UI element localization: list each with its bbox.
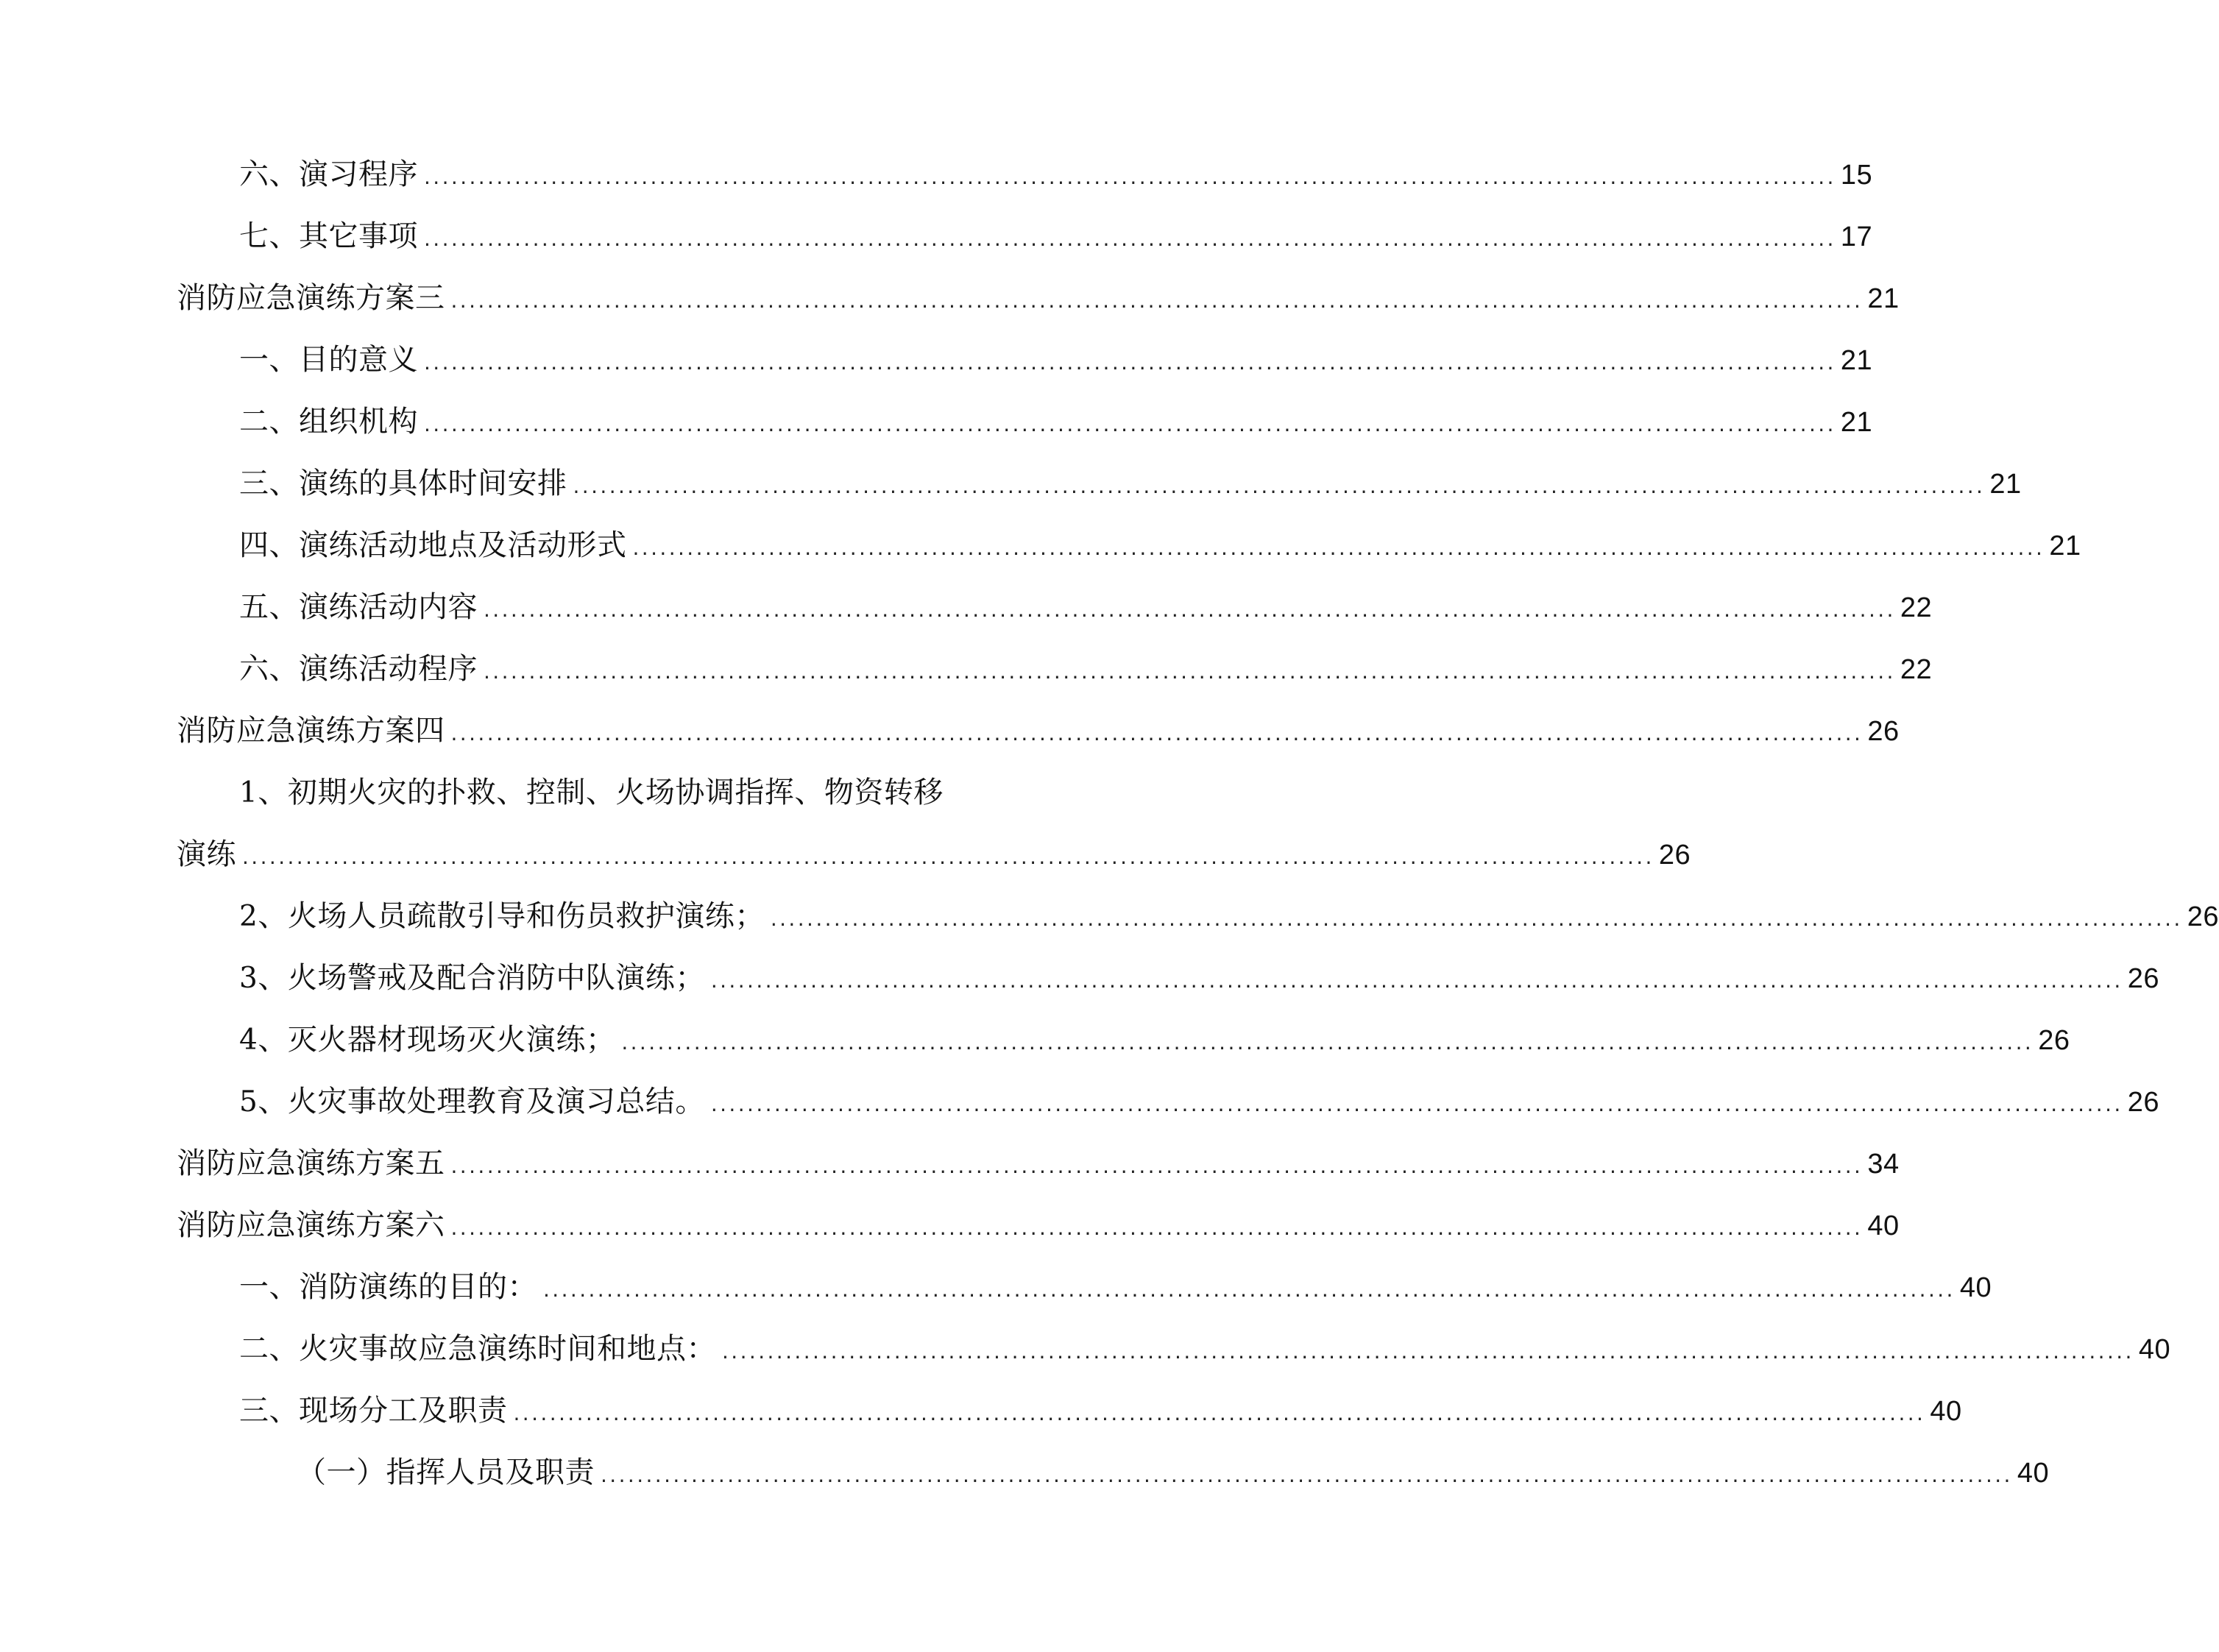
toc-leader-dots: ............................................................................................................................................................	[543, 1277, 1956, 1302]
toc-page-number: 34	[1867, 1149, 1900, 1180]
toc-entry[interactable]	[177, 700, 1900, 762]
toc-entry[interactable]	[239, 1009, 2070, 1071]
toc-leader-dots: ............................................................................................................................................................	[450, 721, 1864, 745]
toc-entry[interactable]	[239, 638, 1933, 700]
toc-entry[interactable]	[239, 329, 1873, 391]
toc-leader-dots: ............................................................................................................................................................	[242, 845, 1654, 869]
toc-entry[interactable]	[177, 1132, 1900, 1194]
toc-entry-number: 3	[239, 962, 258, 995]
toc-entry-number: 1	[239, 776, 258, 809]
toc-entry-title	[239, 885, 765, 948]
toc-entry-title	[239, 947, 705, 1010]
toc-entry-number: 2	[239, 900, 258, 933]
toc-entry[interactable]	[177, 267, 1900, 329]
toc-page-number: 21	[1840, 407, 1873, 438]
toc-leader-dots: ............................................................................................................................................................	[573, 474, 1986, 498]
toc-entry[interactable]	[239, 453, 2022, 514]
toc-page-number: 26	[1867, 716, 1900, 747]
toc-leader-dots: ............................................................................................................................................................	[621, 1030, 2034, 1054]
toc-entry[interactable]	[239, 947, 2159, 1009]
toc-leader-dots: ............................................................................................................................................................	[484, 598, 1896, 622]
toc-leader-dots: ............................................................................................................................................................	[722, 1339, 2134, 1364]
toc-page-number: 21	[1840, 345, 1873, 376]
toc-leader-dots: ............................................................................................................................................................	[632, 536, 2045, 560]
toc-entry[interactable]	[239, 885, 2219, 947]
toc-entry-title: 二、火灾事故应急演练时间和地点：	[239, 1332, 716, 1366]
toc-page-number: 40	[1930, 1396, 1962, 1427]
toc-page-number: 26	[2127, 1087, 2159, 1118]
toc-entry-title: 消防应急演练方案四	[177, 714, 445, 748]
toc-entry[interactable]	[177, 823, 1691, 885]
toc-entry[interactable]	[239, 1256, 1992, 1318]
toc-page-number: 26	[2038, 1025, 2070, 1056]
toc-leader-dots: ............................................................................................................................................................	[424, 227, 1836, 251]
toc-page-number: 40	[1959, 1272, 1992, 1303]
toc-entry-title: 三、演练的具体时间安排	[239, 467, 567, 500]
toc-entry-title: 消防应急演练方案三	[177, 281, 445, 315]
toc-entry-title	[239, 1071, 705, 1133]
toc-page-number: 40	[2138, 1334, 2171, 1365]
toc-page-number: 21	[1989, 469, 2022, 500]
toc-page-number: 40	[2017, 1458, 2050, 1489]
toc-page-number: 17	[1840, 221, 1873, 252]
toc-page-number: 21	[2049, 531, 2081, 561]
toc-leader-dots: ............................................................................................................................................................	[450, 288, 1864, 313]
toc-leader-dots: ............................................................................................................................................................	[450, 1154, 1864, 1178]
toc-entry-title: 三、现场分工及职责	[239, 1394, 508, 1428]
toc-entry-title: 、初期火灾的扑救、控制、火场协调指挥、物资转移	[258, 776, 944, 809]
toc-entry-title: 六、演练活动程序	[239, 652, 478, 686]
toc-page-number: 22	[1900, 654, 1933, 685]
toc-leader-dots: ............................................................................................................................................................	[424, 412, 1836, 436]
toc-page-number: 26	[2187, 901, 2219, 932]
toc-entry-title: 七、其它事项	[239, 219, 418, 253]
toc-entry-title-text: 、灭火器材现场灭火演练；	[258, 1023, 616, 1057]
toc-entry-title: 二、组织机构	[239, 405, 418, 439]
toc-entry[interactable]	[239, 1380, 1962, 1442]
toc-entry-title: （一）指挥人员及职责	[297, 1456, 595, 1489]
toc-entry-title: 四、演练活动地点及活动形式	[239, 528, 627, 562]
toc-entry[interactable]	[239, 143, 1873, 205]
toc-page-number: 40	[1867, 1210, 1900, 1241]
toc-entry[interactable]	[297, 1442, 2050, 1503]
toc-entry[interactable]	[177, 1194, 1900, 1256]
toc-entry-title: 消防应急演练方案五	[177, 1146, 445, 1180]
toc-page-number: 26	[1658, 840, 1691, 871]
toc-entry-title: 五、演练活动内容	[239, 590, 478, 624]
toc-entry[interactable]	[239, 205, 1873, 267]
toc-entry-number: 4	[239, 1024, 258, 1057]
toc-leader-dots: ............................................................................................................................................................	[484, 659, 1896, 684]
toc-entry[interactable]	[239, 1071, 2159, 1132]
toc-page-number: 22	[1900, 592, 1933, 623]
toc-page-number: 26	[2127, 963, 2159, 994]
toc-leader-dots: ............................................................................................................................................................	[710, 968, 2123, 993]
toc-entry-title	[239, 1009, 615, 1071]
toc-entry[interactable]	[239, 514, 2081, 576]
toc-entry[interactable]	[239, 576, 1933, 638]
toc-entry-title: 一、目的意义	[239, 343, 418, 377]
toc-entry-wrapped-line[interactable]	[239, 762, 997, 823]
toc-entry-title: 一、消防演练的目的：	[239, 1270, 537, 1304]
toc-leader-dots: ............................................................................................................................................................	[710, 1092, 2123, 1116]
toc-page-number: 21	[1867, 283, 1900, 314]
toc-leader-dots: ............................................................................................................................................................	[424, 165, 1836, 189]
toc-entry[interactable]	[239, 1318, 2171, 1380]
toc-entry-title: 消防应急演练方案六	[177, 1208, 445, 1242]
toc-entry-title-continued: 演练	[177, 837, 236, 871]
toc-entry[interactable]	[239, 391, 1873, 453]
toc-entry-title: 六、演习程序	[239, 157, 418, 191]
toc-leader-dots: ............................................................................................................................................................	[450, 1216, 1864, 1240]
toc-entry-number: 5	[239, 1085, 258, 1119]
toc-leader-dots: ............................................................................................................................................................	[601, 1463, 2013, 1487]
toc-entry-title-text: 、火场人员疏散引导和伤员救护演练；	[258, 899, 765, 933]
toc-leader-dots: ............................................................................................................................................................	[513, 1401, 1926, 1425]
toc-leader-dots: ............................................................................................................................................................	[424, 350, 1836, 375]
toc-leader-dots: ............................................................................................................................................................	[770, 907, 2183, 931]
toc-entry-title-text: 、火场警戒及配合消防中队演练；	[258, 961, 705, 995]
toc-page-number: 15	[1840, 160, 1873, 191]
toc-entry-title-text: 、火灾事故处理教育及演习总结。	[258, 1085, 705, 1119]
